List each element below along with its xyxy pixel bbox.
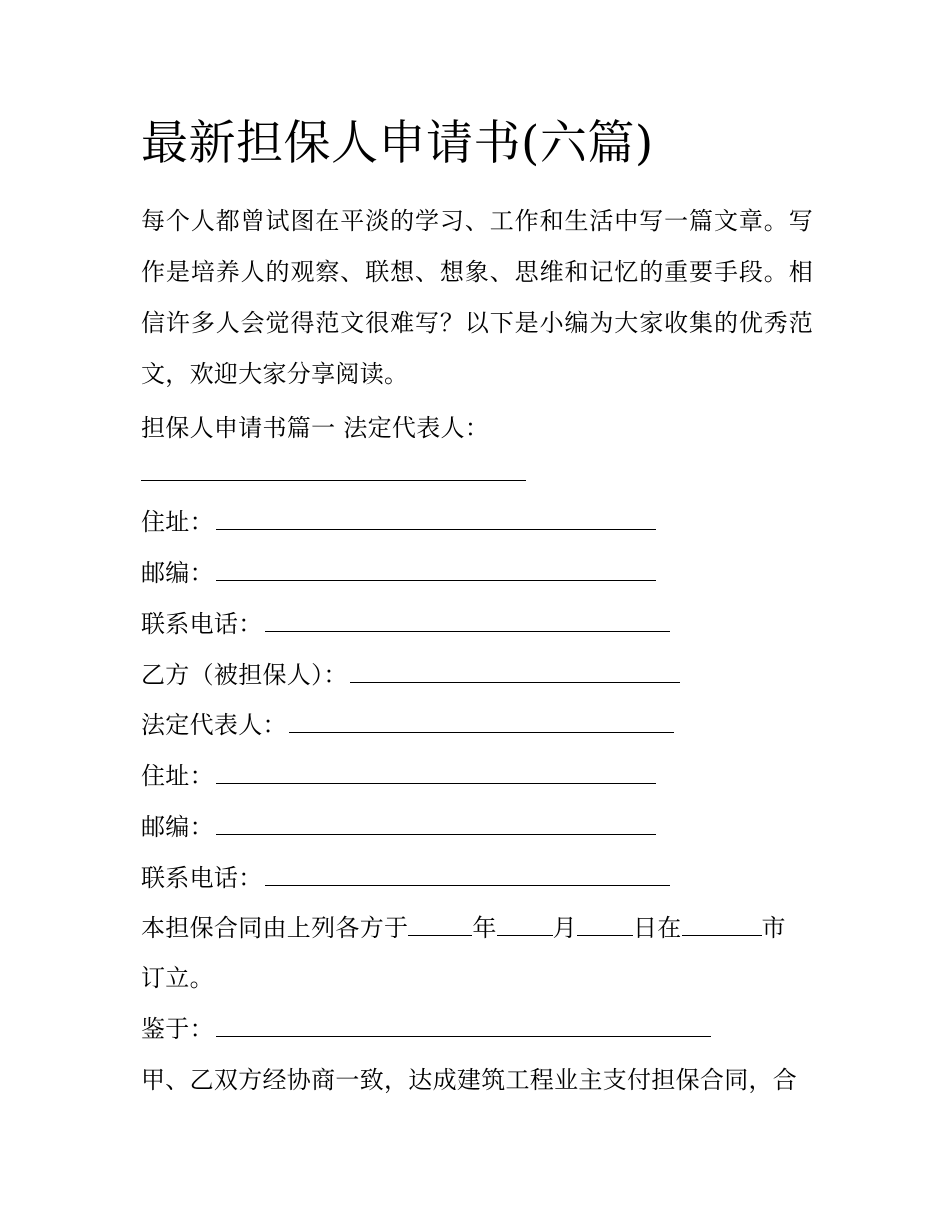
whereas-blank bbox=[216, 1014, 711, 1037]
year-label: 年 bbox=[472, 914, 497, 942]
month-blank bbox=[497, 913, 553, 936]
address-2-row bbox=[141, 759, 658, 793]
signed-line: 订立。 bbox=[141, 964, 214, 992]
contract-date-line bbox=[141, 911, 786, 945]
day-label: 日在 bbox=[632, 914, 682, 942]
section-heading: 担保人申请书篇一 法定代表人： bbox=[141, 414, 490, 442]
postcode-1-row bbox=[141, 556, 658, 590]
address-2-label: 住址： bbox=[141, 762, 214, 790]
postcode-1-blank bbox=[216, 558, 656, 581]
city-label: 市 bbox=[761, 914, 786, 942]
contract-prefix: 本担保合同由上列各方于 bbox=[141, 914, 409, 942]
postcode-2-row bbox=[141, 810, 658, 844]
phone-2-label: 联系电话： bbox=[141, 864, 263, 892]
phone-1-blank bbox=[265, 609, 670, 632]
party-b-label: 乙方（被担保人）： bbox=[141, 661, 348, 689]
phone-1-row bbox=[141, 607, 672, 641]
closing-paragraph: 甲、乙双方经协商一致，达成建筑工程业主支付担保合同，合 bbox=[141, 1066, 798, 1094]
legal-rep-2-row bbox=[141, 708, 676, 742]
document-title: 最新担保人申请书(六篇) bbox=[141, 116, 654, 171]
party-b-row bbox=[141, 658, 682, 692]
phone-2-row bbox=[141, 861, 672, 895]
address-1-blank bbox=[216, 507, 656, 530]
party-b-blank bbox=[350, 660, 680, 683]
whereas-label: 鉴于： bbox=[141, 1015, 214, 1043]
legal-rep-2-label: 法定代表人： bbox=[141, 711, 287, 739]
whereas-row bbox=[141, 1012, 713, 1046]
intro-paragraph: 每个人都曾试图在平淡的学习、工作和生活中写一篇文章。写作是培养人的观察、联想、想象、思维和记忆的重要手段。相信许多人会觉得范文很难写？以下是小编为大家收集的优秀范文，欢迎大家分享阅读。 bbox=[141, 207, 813, 388]
postcode-2-blank bbox=[216, 812, 656, 835]
day-blank bbox=[577, 913, 633, 936]
year-blank bbox=[408, 913, 472, 936]
legal-rep-2-blank bbox=[289, 710, 674, 733]
postcode-2-label: 邮编： bbox=[141, 813, 214, 841]
month-label: 月 bbox=[552, 914, 577, 942]
legal-rep-1-blank-line bbox=[141, 456, 528, 490]
city-blank bbox=[682, 913, 762, 936]
phone-1-label: 联系电话： bbox=[141, 610, 263, 638]
address-2-blank bbox=[216, 761, 656, 784]
legal-rep-1-blank bbox=[141, 458, 526, 481]
address-1-label: 住址： bbox=[141, 508, 214, 536]
phone-2-blank bbox=[265, 863, 670, 886]
address-1-row bbox=[141, 505, 658, 539]
postcode-1-label: 邮编： bbox=[141, 559, 214, 587]
